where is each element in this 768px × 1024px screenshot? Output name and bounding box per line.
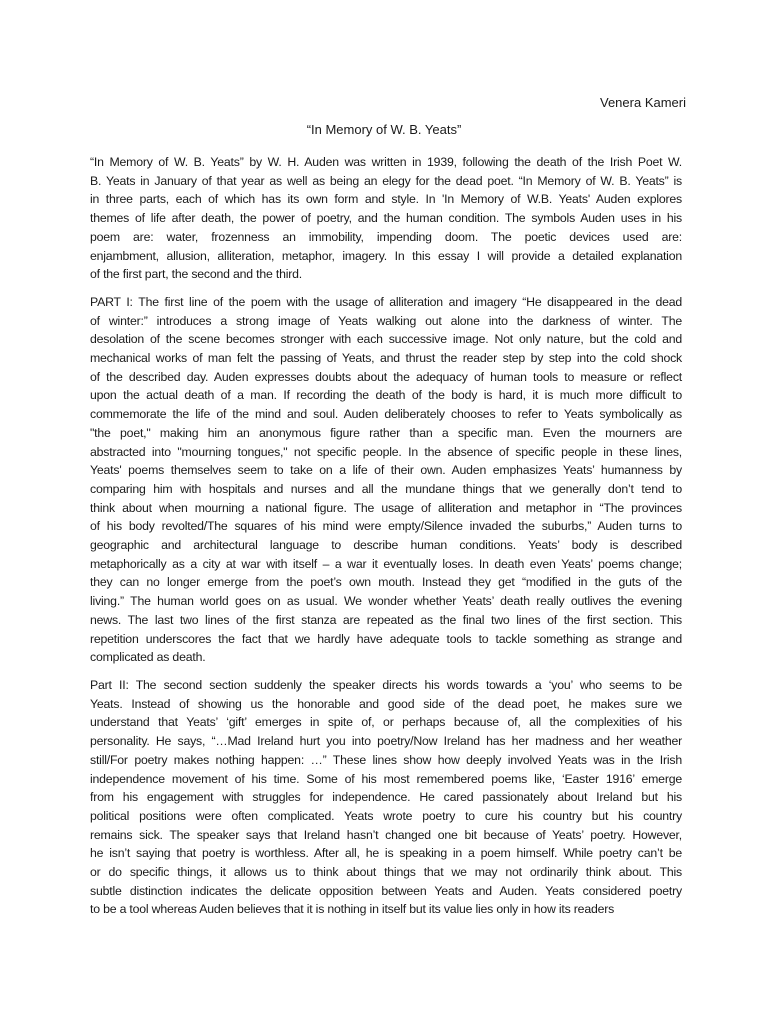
paragraph-line: Yeats. Instead of showing us the honorable and good side of the dead poet, he makes sure we: [90, 696, 682, 711]
paragraph-line: of the described day. Auden expresses doubts about the adequacy of human tools to measure or reflect: [90, 369, 682, 384]
paragraph-line: Part II: The second section suddenly the speaker directs his words towards a ‘you’ who seems to be: [90, 677, 682, 692]
paragraph-line: independence movement of his time. Some of his most remembered poems like, ‘Easter 1916’ emerge: [90, 771, 682, 786]
paragraph-line: subtle distinction indicates the delicate opposition between Yeats and Auden. Yeats considered poetry: [90, 883, 682, 898]
paragraph-line: of winter:” introduces a strong image of Yeats walking out alone into the darkness of winter. The: [90, 313, 682, 328]
paragraph-line: they can no longer emerge from the poet’s own mouth. Instead they get “modified in the guts of the: [90, 575, 682, 590]
paragraph-line: “In Memory of W. B. Yeats” by W. H. Auden was written in 1939, following the death of the Irish Poet W.: [90, 155, 682, 169]
essay-title: “In Memory of W. B. Yeats”: [306, 122, 462, 137]
author-name: Venera Kameri: [600, 95, 686, 110]
paragraph-line: he isn’t saying that poetry is worthless. After all, he is speaking in a poem himself. While poetry can’t be: [90, 846, 682, 861]
paragraph-line: or do specific things, it allows us to think about things that we may not ordinarily think about. This: [90, 865, 682, 880]
paragraph-line: of his body revolted/The squares of his mind were empty/Silence invaded the suburbs,” Auden turns to: [90, 519, 682, 534]
paragraph-line: news. The last two lines of the first stanza are repeated as the final two lines of the first section. This: [90, 612, 682, 627]
paragraph-line: enjambment, allusion, alliteration, metaphor, imagery. In this essay I will provide a detailed explanation: [90, 248, 682, 263]
paragraph-line: commemorate the life of the mind and soul. Auden deliberately chooses to refer to Yeats symbolically as: [90, 407, 682, 422]
essay-paragraph: [90, 293, 682, 667]
paragraph-line: poem are: water, frozenness an immobility, impending doom. The poetic devices used are:: [90, 229, 682, 244]
paragraph-line: "the poet," making him an anonymous figure rather than a specific man. Even the mourners are: [90, 425, 682, 440]
paragraph-line: living.” The human world goes on as usual. We wonder whether Yeats’ death really outlives the evening: [90, 594, 682, 609]
paragraph-line: understand that Yeats’ ‘gift’ emerges in spite of, or perhaps because of, all the complexities of his: [90, 715, 682, 730]
paragraph-line: Yeats' poems themselves seem to take on a life of their own. Auden emphasizes Yeats’ humanness by: [90, 463, 682, 478]
paragraph-line: think about when mourning a national figure. The usage of alliteration and metaphor in “The provinces: [90, 500, 682, 515]
paragraph-line: themes of life after death, the power of poetry, and the human condition. The symbols Auden uses in his: [90, 211, 682, 226]
paragraph-line: of the first part, the second and the third.: [90, 267, 302, 282]
essay-paragraph: [90, 153, 682, 284]
essay-paragraph: [90, 676, 682, 919]
paragraph-line: to be a tool whereas Auden believes that it is nothing in itself but its value lies only in how its readers: [90, 902, 615, 917]
paragraph-line: in three parts, each of which has its own form and style. In 'In Memory of W.B. Yeats' Auden explores: [90, 192, 682, 207]
paragraph-line: comparing him with hospitals and nurses and all the mundane things that we generally don’t tend to: [90, 481, 682, 496]
paragraph-line: upon the actual death of a man. If recording the death of the body is hard, it is much more difficult to: [90, 388, 682, 403]
paragraph-line: still/For poetry makes nothing happen: …” These lines show how deeply involved Yeats was in the Irish: [90, 752, 682, 767]
paragraph-line: complicated as death.: [90, 650, 206, 665]
paragraph-line: repetition underscores the fact that we hardly have adequate tools to tackle something as strange and: [90, 631, 682, 646]
paragraph-line: B. Yeats in January of that year as well as being an elegy for the dead poet. “In Memory of W. B. Yeats” is: [90, 173, 682, 188]
paragraph-line: PART I: The first line of the poem with the usage of alliteration and imagery “He disappeared in the dead: [90, 294, 682, 309]
paragraph-line: from his engagement with struggles for independence. He cared passionately about Ireland but his: [90, 790, 682, 805]
paragraph-line: political positions were often complicated. Yeats wrote poetry to cure his country but his country: [90, 808, 682, 823]
paragraph-line: desolation of the scene becomes stronger with each successive image. Not only nature, but the cold and: [90, 332, 682, 347]
essay-body: [90, 153, 682, 928]
paragraph-line: geographic and architectural language to describe human conditions. Yeats’ body is described: [90, 538, 682, 553]
paragraph-line: metaphorically as a city at war with itself – a war it eventually loses. In death even Yeats’ poems change;: [90, 556, 682, 571]
paragraph-line: personality. He says, “…Mad Ireland hurt you into poetry/Now Ireland has her madness and her weather: [90, 734, 682, 749]
paragraph-line: abstracted into "mourning tongues," not specific people. In the absence of specific people in these lines,: [90, 444, 682, 459]
paragraph-line: mechanical works of man felt the passing of Yeats, and thrust the reader step by step into the cold shock: [90, 351, 682, 366]
paragraph-line: remains sick. The speaker says that Ireland hasn’t changed one bit because of Yeats’ poetry. However,: [90, 827, 682, 842]
